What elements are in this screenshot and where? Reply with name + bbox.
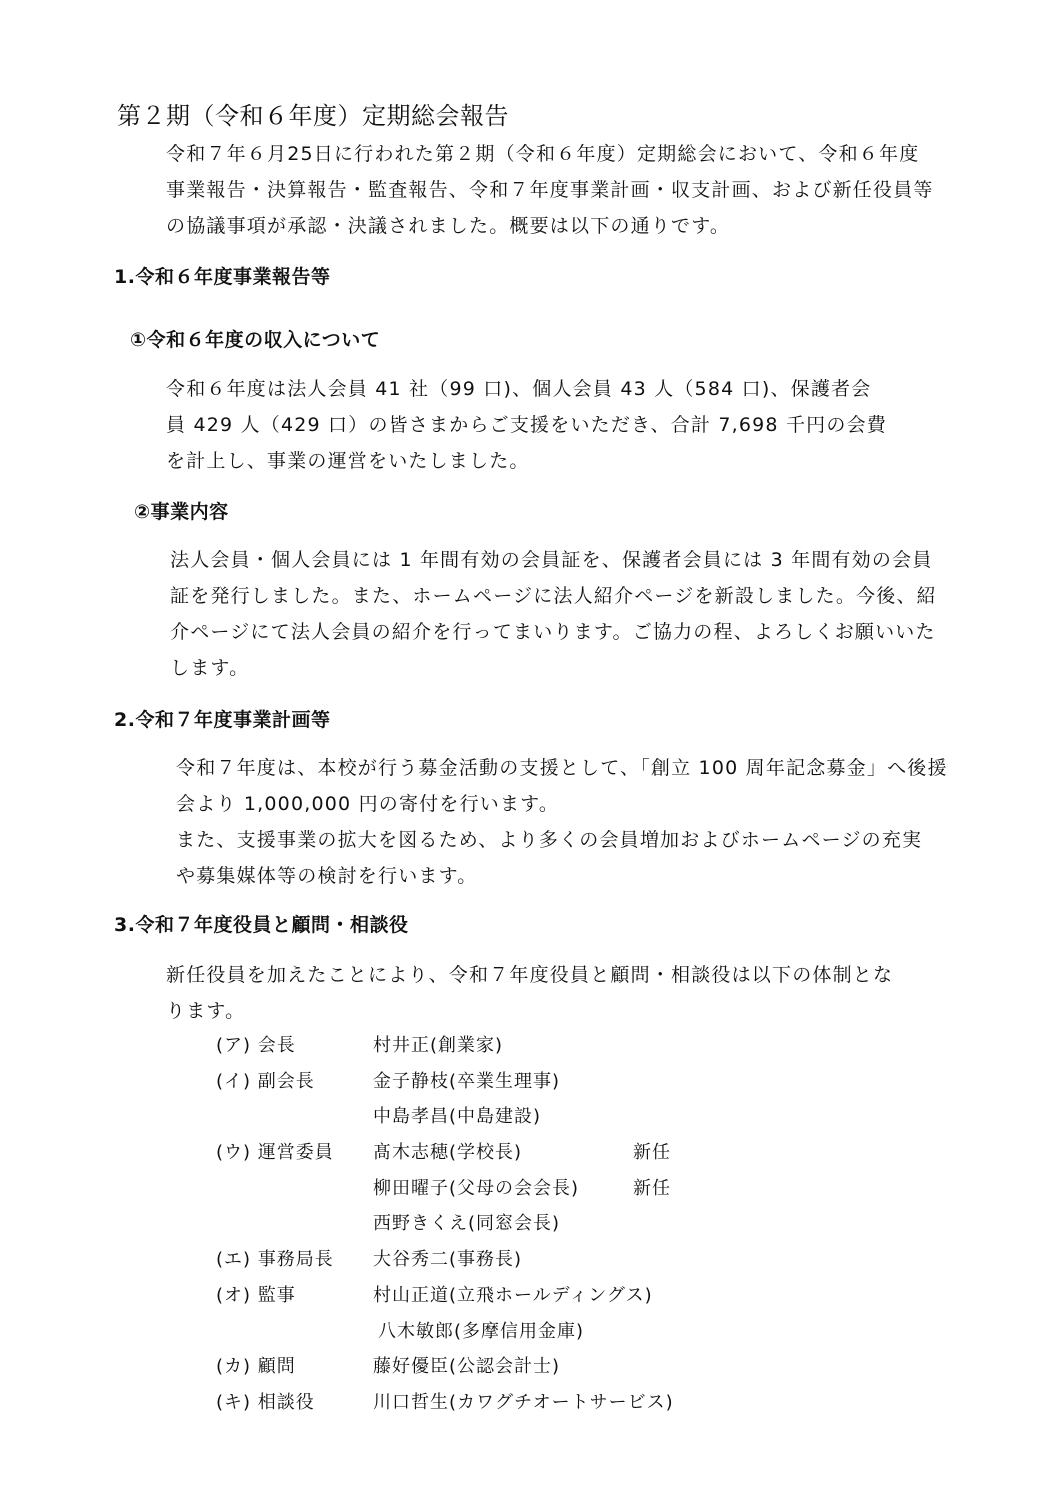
section-2-line: また、支援事業の拡大を図るため、より多くの会員増加およびホームページの充実 [176,829,923,851]
officer-name: 大谷秀二(事務長) [373,1249,523,1270]
officer-name: 村山正道(立飛ホールディングス) [373,1285,653,1306]
section-3-heading: 3.令和７年度役員と顧問・相談役 [114,914,409,936]
section-3-line: 新任役員を加えたことにより、令和７年度役員と顧問・相談役は以下の体制とな [166,964,894,986]
officer-role: (オ) 監事 [216,1285,296,1306]
officer-name: 柳田曜子(父母の会会長) [373,1178,580,1199]
officer-role: (ウ) 運営委員 [216,1142,334,1163]
section-3-line: ります。 [166,1000,246,1022]
section-1-sub2-heading: ②事業内容 [134,501,229,523]
page-title: 第２期（令和６年度）定期総会報告 [117,102,509,130]
officer-name: 中島孝昌(中島建設) [373,1106,542,1127]
intro-line: の協議事項が承認・決議されました。概要は以下の通りです。 [166,215,731,237]
officer-role: (カ) 顧問 [216,1356,296,1377]
sub2-line: 介ページにて法人会員の紹介を行ってまいります。ご協力の程、よろしくお願いいた [170,621,936,643]
officer-role: (イ) 副会長 [216,1071,315,1092]
new-appointee-badge: 新任 [633,1142,671,1163]
section-2-line: や募集媒体等の検討を行います。 [176,865,478,887]
sub2-line: 証を発行しました。また、ホームページに法人紹介ページを新設しました。今後、紹 [170,585,937,607]
officer-role: (エ) 事務局長 [216,1249,334,1270]
sub2-line: します。 [170,657,250,679]
sub1-line: を計上し、事業の運営をいたしました。 [166,450,530,472]
section-1-heading: 1.令和６年度事業報告等 [114,266,331,288]
officer-name: 川口哲生(カワグチオートサービス) [373,1392,674,1413]
officer-name: 金子静枝(卒業生理事) [373,1071,561,1092]
officer-name: 村井正(創業家) [373,1035,504,1056]
sub1-line: 令和６年度は法人会員 41 社（99 口)、個人会員 43 人（584 口)、保護者会 [166,378,872,400]
section-1-sub1-heading: ①令和６年度の収入について [130,329,381,351]
officer-name: 髙木志穂(学校長) [373,1142,523,1163]
intro-line: 事業報告・決算報告・監査報告、令和７年度事業計画・収支計画、および新任役員等 [166,179,934,201]
section-2-line: 令和７年度は、本校が行う募金活動の支援として、「創立 100 周年記念募金」へ後援 [176,757,948,779]
sub2-line: 法人会員・個人会員には 1 年間有効の会員証を、保護者会員には 3 年間有効の会員 [170,549,933,571]
section-2-line: 会より 1,000,000 円の寄付を行います。 [176,793,560,815]
section-2-heading: 2.令和７年度事業計画等 [114,709,331,731]
intro-line: 令和７年６月25日に行われた第２期（令和６年度）定期総会において、令和６年度 [166,143,920,165]
sub1-line: 員 429 人（429 口）の皆さまからご支援をいただき、合計 7,698 千円の会費 [166,414,887,436]
officer-role: (キ) 相談役 [216,1392,315,1413]
officer-role: (ア) 会長 [216,1035,296,1056]
new-appointee-badge: 新任 [633,1178,671,1199]
officer-name: 藤好優臣(公認会計士) [373,1356,561,1377]
officer-name: 西野きくえ(同窓会長) [373,1213,561,1234]
officer-name: 八木敏郎(多摩信用金庫) [378,1321,585,1342]
